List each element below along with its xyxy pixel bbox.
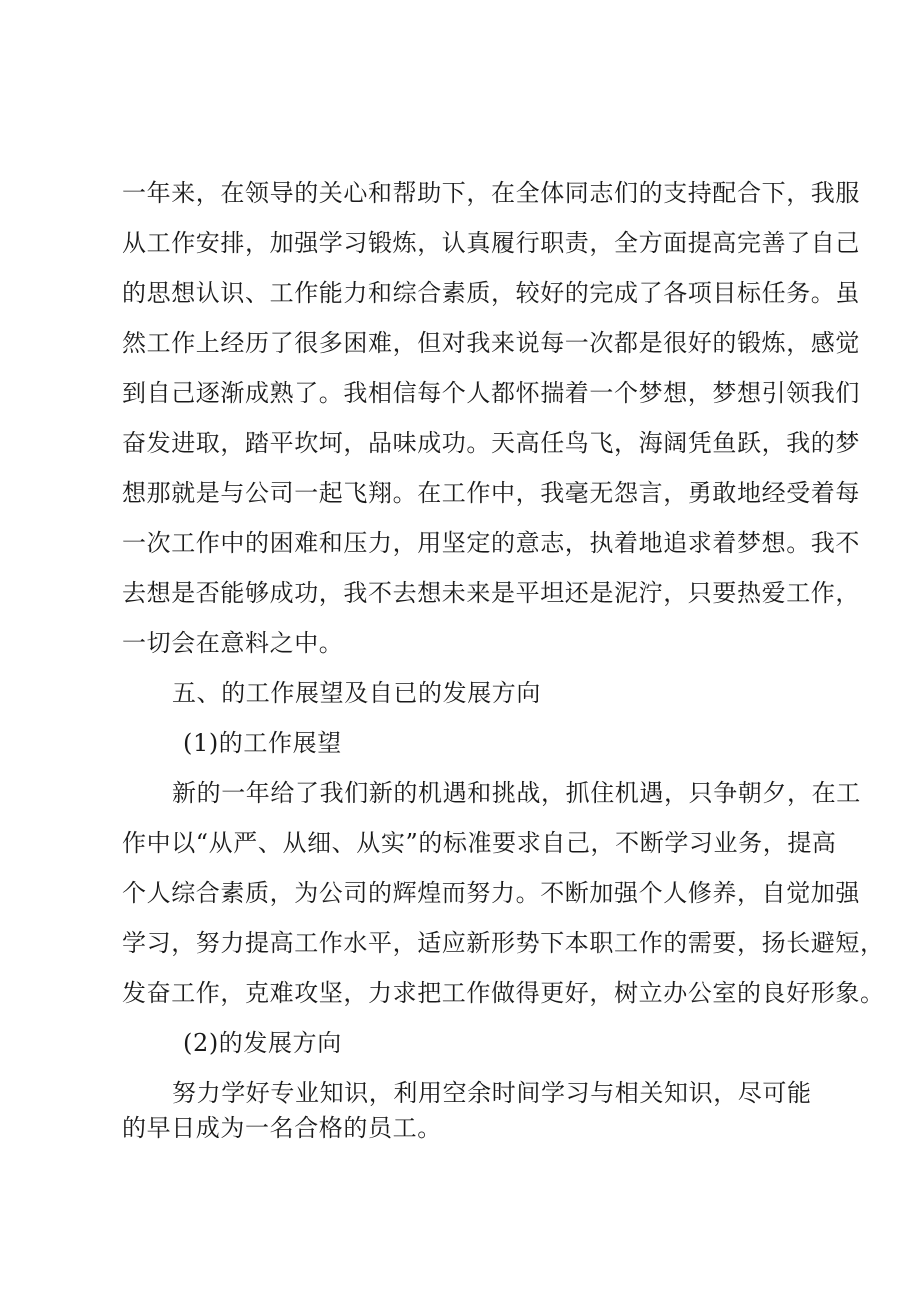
subsection-heading: (1)的工作展望 (183, 729, 342, 757)
text-line: 个人综合素质，为公司的辉煌而努力。不断加强个人修养，自觉加强 (122, 879, 860, 907)
text-line: 奋发进取，踏平坎坷，品味成功。天高任鸟飞，海阔凭鱼跃，我的梦 (122, 429, 860, 457)
text-line: 发奋工作，克难攻坚，力求把工作做得更好，树立办公室的良好形象。 (122, 979, 885, 1007)
text-line: 学习，努力提高工作水平，适应新形势下本职工作的需要，扬长避短， (122, 929, 885, 957)
text-line: 新的一年给了我们新的机遇和挑战，抓住机遇，只争朝夕，在工 (172, 779, 861, 807)
text-line: 想那就是与公司一起飞翔。在工作中，我毫无怨言，勇敢地经受着每 (122, 479, 860, 507)
text-line: 的思想认识、工作能力和综合素质，较好的完成了各项目标任务。虽 (122, 279, 860, 307)
text-line: 一次工作中的困难和压力，用坚定的意志，执着地追求着梦想。我不 (122, 529, 860, 557)
text-line: 然工作上经历了很多困难，但对我来说每一次都是很好的锻炼，感觉 (122, 329, 860, 357)
text-line: 一切会在意料之中。 (122, 629, 344, 657)
text-line: 一年来，在领导的关心和帮助下，在全体同志们的支持配合下，我服 (122, 179, 860, 207)
section-heading: 五、的工作展望及自已的发展方向 (172, 679, 541, 707)
text-line: 从工作安排，加强学习锻炼，认真履行职责，全方面提高完善了自己 (122, 229, 860, 257)
text-line: 去想是否能够成功，我不去想未来是平坦还是泥泞，只要热爱工作， (122, 579, 860, 607)
subsection-heading: (2)的发展方向 (183, 1029, 342, 1057)
text-line: 努力学好专业知识，利用空余时间学习与相关知识，尽可能 (172, 1079, 812, 1107)
text-line: 到自己逐渐成熟了。我相信每个人都怀揣着一个梦想，梦想引领我们 (122, 379, 860, 407)
text-line: 作中以“从严、从细、从实”的标准要求自己，不断学习业务，提高 (122, 829, 837, 857)
text-line: 的早日成为一名合格的员工。 (122, 1114, 442, 1142)
